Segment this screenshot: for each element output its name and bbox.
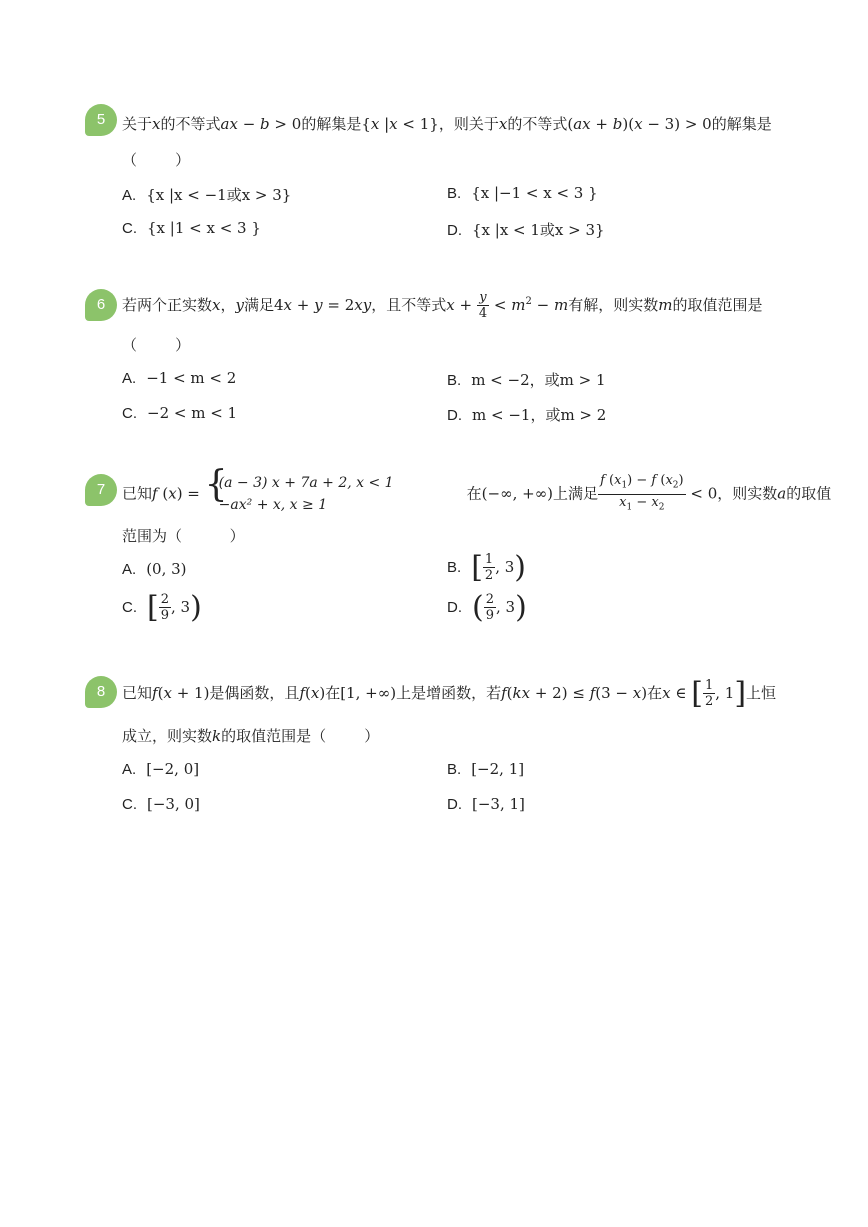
question-number-badge: 6 [85,289,117,321]
option-b[interactable]: B. m < −2，或m > 1 [447,371,606,389]
option-c[interactable]: C. [ $\frac{2}{9}$ , 3) [122,590,202,625]
option-d[interactable]: D. ( $\frac{2}{9}$ , 3) [447,590,527,625]
question-stem: 若两个正实数x，y满足4x + y = 2xy，且不等式x + $\frac{y}{4}$ < $m^2 - m$有解，则实数m的取值范围是 [122,290,763,321]
option-d[interactable]: D. m < −1，或m > 2 [447,406,607,424]
question-stem: 关于x的不等式ax − b > 0的解集是{x |x < 1}，则关于x的不等式(ax + b)(x − 3) > 0的解集是 [122,115,772,133]
question-stem-line2: 成立，则实数k的取值范围是（ ） [122,727,380,745]
option-b[interactable]: B. [ $\frac{1}{2}$ , 3) [447,550,526,585]
option-c[interactable]: C. [−3, 0] [122,795,200,813]
option-a[interactable]: A. −1 < m < 2 [122,369,237,387]
option-c[interactable]: C. −2 < m < 1 [122,404,238,422]
question-stem: 已知f (x) = { (a − 3) x + 7a + 2, x < 1 −ax² + x, x ≥ 1 在(−∞, +∞)上满足 $\frac{f (x_1) - f (x_2)}{x_1 - x_2}$ < 0，则实数a的取值 [122,472,831,516]
option-b[interactable]: B. {x |−1 < x < 3 } [447,184,598,202]
option-a[interactable]: A. (0, 3) [122,560,187,578]
piecewise-function: { (a − 3) x + 7a + 2, x < 1 −ax² + x, x ≥ 1 [204,464,394,513]
option-a[interactable]: A. [−2, 0] [122,760,200,778]
question-number-badge: 5 [85,104,117,136]
question-number-badge: 8 [85,676,117,708]
option-d[interactable]: D. {x |x < 1或x > 3} [447,221,605,239]
answer-blank: （ ） [122,151,191,169]
option-d[interactable]: D. [−3, 1] [447,795,525,813]
question-stem: 已知f(x + 1)是偶函数，且f(x)在[1, +∞)上是增函数，若f(kx + 2) ≤ f(3 − x)在x ∈ [ $\frac{1}{2}$ , 1]上恒 [122,676,777,711]
question-stem-line2: 范围为（ ） [122,527,245,545]
answer-blank: （ ） [122,336,191,354]
option-a[interactable]: A. {x |x < −1或x > 3} [122,186,292,204]
option-c[interactable]: C. {x |1 < x < 3 } [122,219,261,237]
question-number-badge: 7 [85,474,117,506]
option-b[interactable]: B. [−2, 1] [447,760,525,778]
